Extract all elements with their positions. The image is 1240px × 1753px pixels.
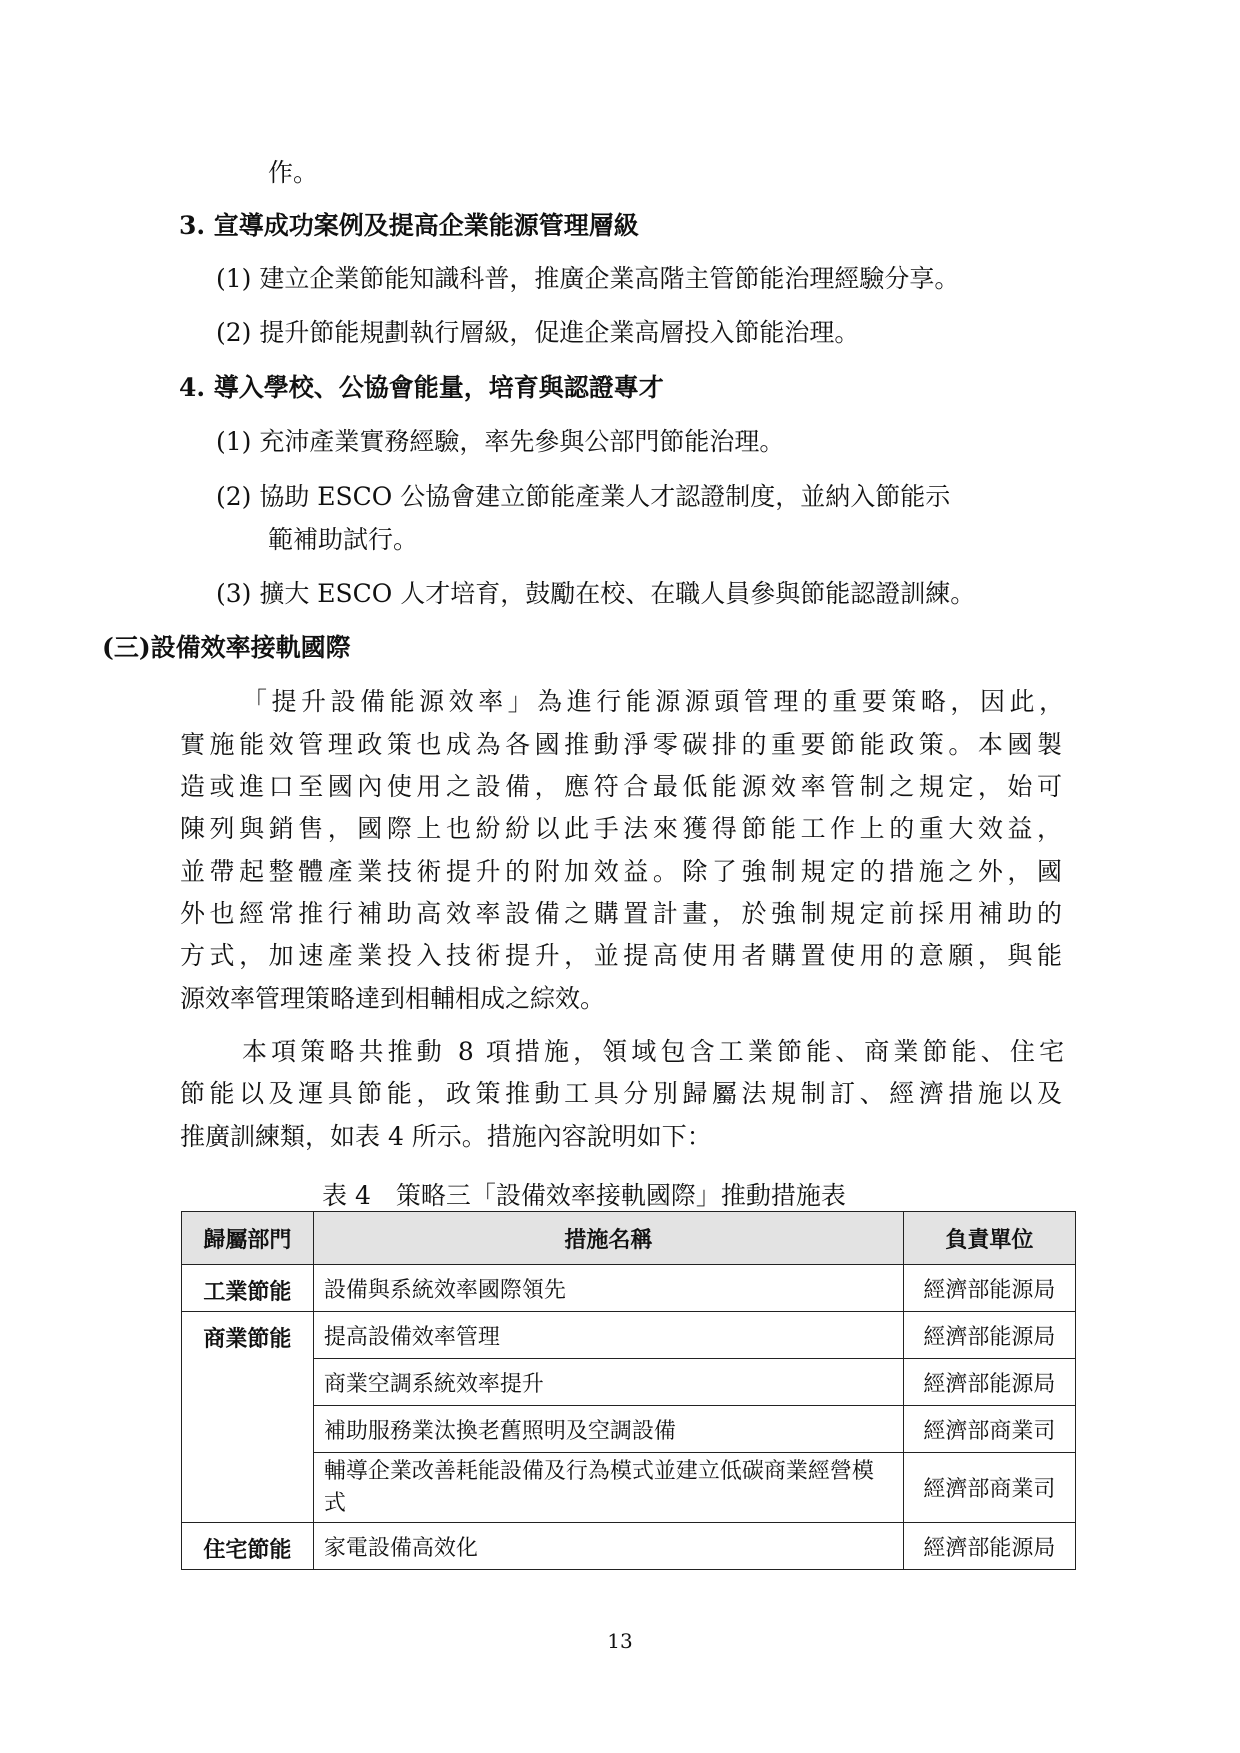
header-dept: 歸屬部門 (182, 1212, 314, 1265)
measures-table (181, 1211, 1076, 1570)
measure-cell: 家電設備高效化 (313, 1523, 903, 1570)
table-row (182, 1265, 1076, 1312)
paragraph-1-line: 外也經常推行補助高效率設備之購置計畫，於強制規定前採用補助的 (180, 899, 1062, 928)
paragraph-1-line: 實施能效管理政策也成為各國推動淨零碳排的重要節能政策。本國製 (180, 730, 1062, 759)
measure-cell: 商業空調系統效率提升 (313, 1359, 903, 1406)
item-4-3: (3) 擴大 ESCO 人才培育，鼓勵在校、在職人員參與節能認證訓練。 (216, 579, 976, 608)
section-heading: (三)設備效率接軌國際 (102, 633, 351, 662)
resp-cell: 經濟部能源局 (903, 1359, 1075, 1406)
resp-cell: 經濟部商業司 (903, 1453, 1075, 1523)
resp-cell: 經濟部能源局 (903, 1523, 1075, 1570)
paragraph-1-line: 造或進口至國內使用之設備，應符合最低能源效率管制之規定，始可 (180, 772, 1062, 801)
paragraph-1-line: 源效率管理策略達到相輔相成之綜效。 (180, 984, 606, 1013)
header-name: 措施名稱 (313, 1212, 903, 1265)
table-row (182, 1406, 1076, 1453)
table-row (182, 1523, 1076, 1570)
resp-cell: 經濟部能源局 (903, 1312, 1075, 1359)
item-4-1: (1) 充沛產業實務經驗，率先參與公部門節能治理。 (216, 427, 785, 456)
item-3-2: (2) 提升節能規劃執行層級，促進企業高層投入節能治理。 (216, 318, 860, 347)
heading-4: 4. 導入學校、公協會能量，培育與認證專才 (179, 373, 664, 402)
dept-cell: 住宅節能 (182, 1523, 314, 1570)
heading-3: 3. 宣導成功案例及提高企業能源管理層級 (179, 211, 639, 240)
measure-cell: 設備與系統效率國際領先 (313, 1265, 903, 1312)
measure-cell: 補助服務業汰換老舊照明及空調設備 (313, 1406, 903, 1453)
header-resp: 負責單位 (903, 1212, 1075, 1265)
measure-cell: 提高設備效率管理 (313, 1312, 903, 1359)
table-row (182, 1453, 1076, 1523)
resp-cell: 經濟部能源局 (903, 1265, 1075, 1312)
dept-cell: 商業節能 (182, 1312, 314, 1523)
item-3-1: (1) 建立企業節能知識科普，推廣企業高階主管節能治理經驗分享。 (216, 264, 960, 293)
table-row (182, 1359, 1076, 1406)
item-4-2-line2: 範補助試行。 (268, 525, 419, 554)
paragraph-1-line: 方式，加速產業投入技術提升，並提高使用者購置使用的意願，與能 (180, 941, 1062, 970)
paragraph-1-line: 「提升設備能源效率」為進行能源源頭管理的重要策略，因此， (242, 687, 1064, 716)
table-caption: 表 4 策略三「設備效率接軌國際」推動措施表 (322, 1181, 846, 1210)
paragraph-1-line: 陳列與銷售，國際上也紛紛以此手法來獲得節能工作上的重大效益， (180, 814, 1062, 843)
table-header-row (182, 1212, 1076, 1265)
paragraph-1-line: 並帶起整體產業技術提升的附加效益。除了強制規定的措施之外，國 (180, 857, 1062, 886)
continued-text: 作。 (268, 158, 319, 187)
paragraph-2-line: 本項策略共推動 8 項措施，領域包含工業節能、商業節能、住宅 (242, 1037, 1064, 1066)
paragraph-2-line: 節能以及運具節能，政策推動工具分別歸屬法規制訂、經濟措施以及 (180, 1079, 1062, 1108)
paragraph-2-line: 推廣訓練類，如表 4 所示。措施內容說明如下： (180, 1122, 712, 1151)
item-4-2-line1: (2) 協助 ESCO 公協會建立節能產業人才認證制度，並納入節能示 (216, 482, 951, 511)
page-number: 13 (607, 1629, 633, 1653)
table-row (182, 1312, 1076, 1359)
dept-cell: 工業節能 (182, 1265, 314, 1312)
resp-cell: 經濟部商業司 (903, 1406, 1075, 1453)
measure-cell: 輔導企業改善耗能設備及行為模式並建立低碳商業經營模式 (313, 1453, 903, 1523)
